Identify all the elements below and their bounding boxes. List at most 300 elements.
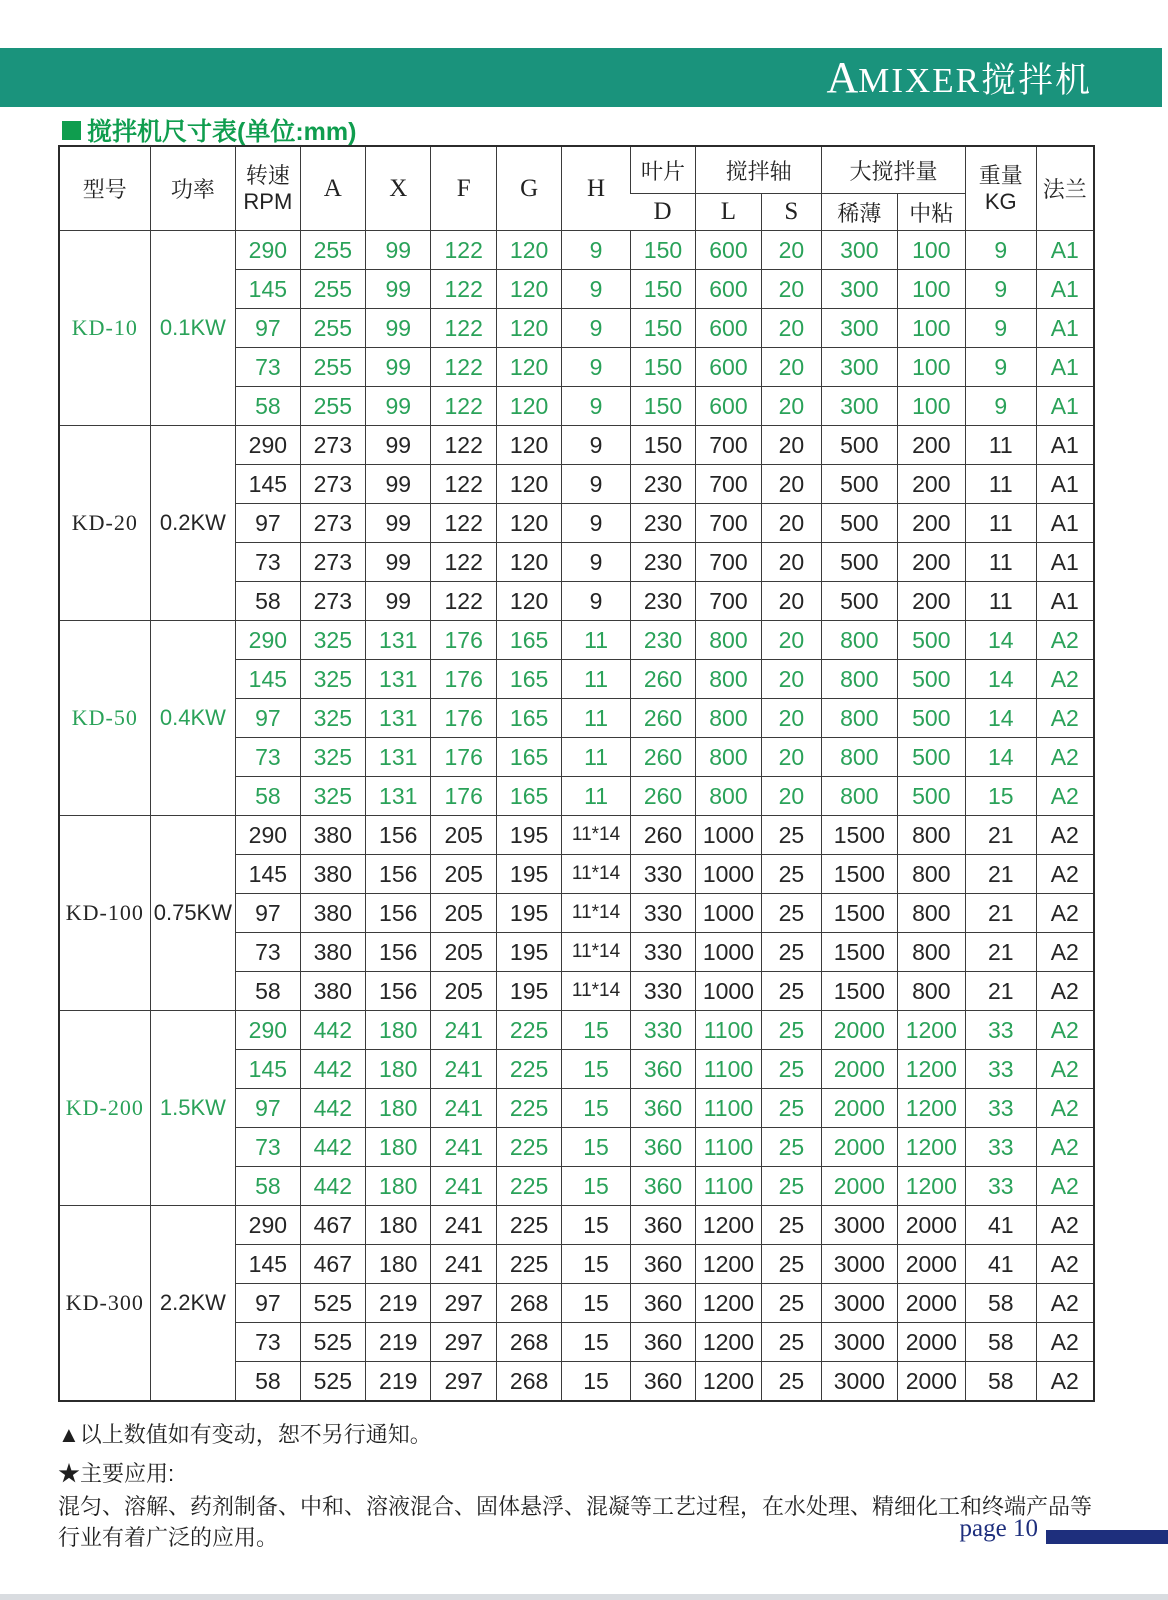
cell-l: 800 [695,776,760,815]
cell-kg: 9 [965,308,1035,347]
cell-a: 255 [300,386,365,425]
cell-rpm: 58 [235,386,299,425]
col-header-blade-d: D [630,193,695,230]
cell-a: 255 [300,269,365,308]
cell-med: 200 [897,503,965,542]
cell-g: 195 [496,854,561,893]
cell-x: 180 [365,1049,430,1088]
cell-med: 1200 [897,1127,965,1166]
cell-flange: A2 [1036,1322,1093,1361]
cell-g: 120 [496,269,561,308]
cell-kg: 21 [965,854,1035,893]
cell-f: 122 [430,230,495,269]
cell-thin: 800 [821,698,897,737]
cell-h: 15 [561,1010,629,1049]
page-edge [0,1594,1168,1600]
cell-f: 122 [430,464,495,503]
cell-l: 800 [695,659,760,698]
cell-g: 195 [496,932,561,971]
cell-med: 200 [897,464,965,503]
cell-h: 11*14 [561,815,629,854]
cell-g: 165 [496,737,561,776]
cell-g: 225 [496,1166,561,1205]
cell-d: 230 [630,542,695,581]
cell-flange: A1 [1036,308,1093,347]
cell-x: 219 [365,1361,430,1400]
cell-rpm: 145 [235,269,299,308]
cell-flange: A2 [1036,659,1093,698]
cell-x: 219 [365,1283,430,1322]
cell-flange: A2 [1036,1088,1093,1127]
cell-x: 99 [365,386,430,425]
col-header-a: A [300,147,365,230]
cell-med: 500 [897,698,965,737]
cell-flange: A1 [1036,386,1093,425]
cell-f: 176 [430,698,495,737]
cell-med: 200 [897,581,965,620]
cell-rpm: 58 [235,1166,299,1205]
cell-thin: 1500 [821,932,897,971]
cell-thin: 500 [821,542,897,581]
cell-thin: 2000 [821,1049,897,1088]
cell-rpm: 73 [235,347,299,386]
cell-h: 15 [561,1127,629,1166]
cell-rpm: 290 [235,1205,299,1244]
cell-med: 200 [897,542,965,581]
power-cell: 0.1KW [150,230,236,425]
cell-h: 15 [561,1283,629,1322]
cell-med: 1200 [897,1166,965,1205]
col-header-blade: 叶片 [630,147,695,193]
cell-flange: A2 [1036,1010,1093,1049]
cell-f: 205 [430,893,495,932]
cell-flange: A2 [1036,971,1093,1010]
cell-d: 260 [630,776,695,815]
cell-f: 241 [430,1205,495,1244]
section-title [62,112,356,148]
col-header-weight: 重量 KG [965,147,1035,230]
page-number: page 10 [959,1515,1038,1542]
cell-s: 20 [761,581,821,620]
cell-med: 200 [897,425,965,464]
cell-thin: 800 [821,737,897,776]
cell-d: 360 [630,1166,695,1205]
cell-med: 2000 [897,1361,965,1400]
model-cell: KD-20 [60,425,150,620]
cell-h: 11 [561,776,629,815]
cell-h: 9 [561,464,629,503]
cell-kg: 21 [965,815,1035,854]
cell-x: 156 [365,854,430,893]
cell-h: 15 [561,1205,629,1244]
cell-l: 800 [695,737,760,776]
cell-h: 15 [561,1361,629,1400]
cell-g: 120 [496,347,561,386]
cell-h: 11*14 [561,932,629,971]
power-cell: 0.2KW [150,425,236,620]
cell-f: 205 [430,815,495,854]
cell-h: 9 [561,230,629,269]
cell-rpm: 97 [235,1088,299,1127]
cell-med: 100 [897,386,965,425]
cell-h: 9 [561,308,629,347]
cell-l: 1100 [695,1166,760,1205]
cell-a: 380 [300,854,365,893]
cell-kg: 14 [965,620,1035,659]
cell-s: 25 [761,1361,821,1400]
cell-s: 20 [761,425,821,464]
cell-kg: 21 [965,893,1035,932]
cell-rpm: 145 [235,464,299,503]
cell-a: 442 [300,1010,365,1049]
cell-f: 122 [430,581,495,620]
cell-kg: 33 [965,1049,1035,1088]
banner-title: MIXER搅拌机 [858,61,1092,100]
cell-med: 500 [897,659,965,698]
cell-thin: 2000 [821,1088,897,1127]
cell-s: 25 [761,1205,821,1244]
cell-flange: A2 [1036,893,1093,932]
cell-d: 360 [630,1088,695,1127]
cell-h: 11 [561,737,629,776]
cell-d: 230 [630,464,695,503]
cell-f: 241 [430,1244,495,1283]
cell-a: 255 [300,308,365,347]
cell-med: 2000 [897,1244,965,1283]
cell-h: 9 [561,425,629,464]
cell-a: 325 [300,620,365,659]
cell-rpm: 73 [235,1322,299,1361]
cell-thin: 500 [821,503,897,542]
cell-a: 273 [300,581,365,620]
cell-d: 330 [630,854,695,893]
cell-s: 20 [761,347,821,386]
cell-f: 176 [430,737,495,776]
cell-s: 20 [761,542,821,581]
square-bullet-icon [62,121,81,140]
col-header-flange: 法兰 [1036,147,1093,230]
banner-title-initial: A [826,53,859,102]
cell-f: 122 [430,308,495,347]
cell-kg: 58 [965,1322,1035,1361]
col-header-power: 功率 [150,147,236,230]
cell-h: 15 [561,1322,629,1361]
cell-rpm: 290 [235,425,299,464]
col-header-cap-thin: 稀薄 [821,193,897,230]
cell-g: 195 [496,815,561,854]
cell-thin: 500 [821,581,897,620]
cell-s: 25 [761,1283,821,1322]
cell-rpm: 290 [235,815,299,854]
cell-flange: A1 [1036,269,1093,308]
cell-a: 325 [300,659,365,698]
cell-x: 219 [365,1322,430,1361]
cell-med: 100 [897,269,965,308]
cell-a: 442 [300,1127,365,1166]
table-row [60,815,1093,854]
cell-a: 467 [300,1205,365,1244]
cell-g: 225 [496,1244,561,1283]
col-header-x: X [365,147,430,230]
cell-d: 330 [630,1010,695,1049]
cell-rpm: 145 [235,1244,299,1283]
cell-med: 1200 [897,1088,965,1127]
cell-d: 150 [630,425,695,464]
cell-f: 122 [430,503,495,542]
table-row [60,230,1093,269]
cell-g: 195 [496,893,561,932]
cell-kg: 33 [965,1127,1035,1166]
cell-f: 122 [430,347,495,386]
cell-x: 99 [365,269,430,308]
cell-l: 1000 [695,932,760,971]
cell-l: 600 [695,230,760,269]
cell-s: 25 [761,1010,821,1049]
cell-h: 9 [561,269,629,308]
cell-thin: 500 [821,425,897,464]
cell-s: 25 [761,1244,821,1283]
cell-x: 131 [365,620,430,659]
cell-flange: A2 [1036,776,1093,815]
cell-x: 99 [365,308,430,347]
cell-l: 1000 [695,815,760,854]
change-notice: ▲以上数值如有变动，恕不另行通知。 [58,1422,432,1447]
cell-f: 122 [430,425,495,464]
cell-a: 525 [300,1361,365,1400]
cell-med: 1200 [897,1049,965,1088]
cell-s: 20 [761,230,821,269]
cell-x: 99 [365,581,430,620]
cell-kg: 58 [965,1361,1035,1400]
cell-d: 150 [630,386,695,425]
cell-flange: A1 [1036,347,1093,386]
cell-d: 330 [630,932,695,971]
cell-a: 273 [300,464,365,503]
cell-l: 1100 [695,1088,760,1127]
cell-kg: 14 [965,659,1035,698]
cell-g: 268 [496,1322,561,1361]
cell-s: 20 [761,269,821,308]
cell-thin: 300 [821,308,897,347]
cell-s: 25 [761,1049,821,1088]
cell-med: 2000 [897,1205,965,1244]
cell-f: 297 [430,1283,495,1322]
cell-a: 380 [300,815,365,854]
cell-kg: 15 [965,776,1035,815]
cell-s: 25 [761,854,821,893]
cell-s: 20 [761,659,821,698]
cell-kg: 11 [965,581,1035,620]
cell-a: 525 [300,1322,365,1361]
cell-f: 122 [430,542,495,581]
cell-l: 800 [695,620,760,659]
cell-rpm: 97 [235,893,299,932]
cell-l: 1000 [695,854,760,893]
power-cell: 1.5KW [150,1010,236,1205]
cell-f: 241 [430,1010,495,1049]
cell-flange: A2 [1036,620,1093,659]
cell-g: 120 [496,503,561,542]
cell-s: 25 [761,815,821,854]
cell-l: 1000 [695,893,760,932]
cell-g: 268 [496,1361,561,1400]
cell-s: 20 [761,503,821,542]
cell-x: 156 [365,932,430,971]
cell-l: 700 [695,503,760,542]
cell-rpm: 145 [235,659,299,698]
cell-s: 20 [761,308,821,347]
cell-g: 268 [496,1283,561,1322]
cell-d: 360 [630,1244,695,1283]
cell-thin: 3000 [821,1244,897,1283]
cell-g: 120 [496,542,561,581]
cell-s: 25 [761,1166,821,1205]
cell-d: 150 [630,269,695,308]
cell-kg: 11 [965,464,1035,503]
cell-s: 25 [761,971,821,1010]
cell-thin: 3000 [821,1205,897,1244]
cell-h: 11 [561,620,629,659]
cell-h: 9 [561,503,629,542]
cell-d: 230 [630,620,695,659]
cell-rpm: 145 [235,854,299,893]
cell-thin: 2000 [821,1166,897,1205]
cell-kg: 9 [965,269,1035,308]
cell-kg: 33 [965,1166,1035,1205]
cell-x: 156 [365,815,430,854]
cell-g: 120 [496,464,561,503]
cell-flange: A2 [1036,1127,1093,1166]
cell-x: 180 [365,1010,430,1049]
cell-d: 360 [630,1283,695,1322]
cell-s: 25 [761,932,821,971]
cell-x: 156 [365,971,430,1010]
cell-a: 380 [300,971,365,1010]
cell-f: 241 [430,1049,495,1088]
cell-thin: 3000 [821,1322,897,1361]
cell-d: 330 [630,971,695,1010]
cell-f: 297 [430,1361,495,1400]
cell-g: 120 [496,308,561,347]
power-cell: 2.2KW [150,1205,236,1400]
cell-a: 442 [300,1049,365,1088]
cell-thin: 1500 [821,971,897,1010]
cell-f: 176 [430,620,495,659]
cell-med: 800 [897,893,965,932]
main-applications-label: ★主要应用: [58,1461,175,1486]
cell-x: 99 [365,542,430,581]
cell-kg: 14 [965,698,1035,737]
cell-l: 600 [695,269,760,308]
cell-a: 380 [300,893,365,932]
cell-med: 1200 [897,1010,965,1049]
cell-h: 9 [561,542,629,581]
table-body [60,230,1093,1400]
cell-flange: A1 [1036,464,1093,503]
cell-kg: 11 [965,425,1035,464]
cell-flange: A2 [1036,932,1093,971]
cell-h: 11 [561,698,629,737]
cell-med: 100 [897,308,965,347]
cell-f: 241 [430,1127,495,1166]
cell-x: 131 [365,737,430,776]
cell-l: 1100 [695,1049,760,1088]
cell-x: 180 [365,1088,430,1127]
cell-h: 9 [561,386,629,425]
cell-g: 120 [496,581,561,620]
cell-l: 1200 [695,1322,760,1361]
cell-d: 230 [630,503,695,542]
cell-flange: A2 [1036,737,1093,776]
cell-l: 700 [695,425,760,464]
cell-l: 1200 [695,1361,760,1400]
col-header-g: G [496,147,561,230]
cell-flange: A2 [1036,1166,1093,1205]
cell-h: 15 [561,1088,629,1127]
cell-s: 25 [761,1088,821,1127]
cell-d: 150 [630,308,695,347]
page-number-bar [1046,1530,1168,1544]
cell-l: 800 [695,698,760,737]
cell-l: 700 [695,581,760,620]
cell-rpm: 58 [235,971,299,1010]
cell-a: 273 [300,425,365,464]
cell-h: 11*14 [561,893,629,932]
cell-d: 260 [630,815,695,854]
cell-a: 255 [300,230,365,269]
cell-f: 241 [430,1166,495,1205]
cell-x: 99 [365,464,430,503]
cell-s: 20 [761,620,821,659]
cell-l: 700 [695,542,760,581]
cell-kg: 33 [965,1088,1035,1127]
table-header [60,147,1093,230]
cell-l: 1200 [695,1283,760,1322]
cell-g: 165 [496,659,561,698]
cell-flange: A2 [1036,1049,1093,1088]
col-header-h: H [561,147,629,230]
cell-f: 205 [430,932,495,971]
cell-kg: 9 [965,230,1035,269]
cell-h: 11*14 [561,854,629,893]
cell-d: 360 [630,1322,695,1361]
cell-d: 360 [630,1361,695,1400]
cell-s: 20 [761,386,821,425]
cell-a: 255 [300,347,365,386]
cell-s: 20 [761,737,821,776]
model-cell: KD-100 [60,815,150,1010]
cell-f: 122 [430,386,495,425]
spec-table [58,145,1095,1402]
cell-med: 2000 [897,1322,965,1361]
cell-d: 360 [630,1127,695,1166]
cell-a: 273 [300,542,365,581]
cell-kg: 58 [965,1283,1035,1322]
cell-f: 176 [430,659,495,698]
table-row [60,620,1093,659]
cell-l: 600 [695,386,760,425]
cell-x: 99 [365,347,430,386]
cell-x: 131 [365,698,430,737]
power-cell: 0.4KW [150,620,236,815]
col-header-f: F [430,147,495,230]
cell-f: 241 [430,1088,495,1127]
cell-thin: 300 [821,347,897,386]
cell-l: 700 [695,464,760,503]
cell-thin: 500 [821,464,897,503]
cell-l: 1100 [695,1010,760,1049]
col-header-shaft: 搅拌轴 [695,147,821,193]
